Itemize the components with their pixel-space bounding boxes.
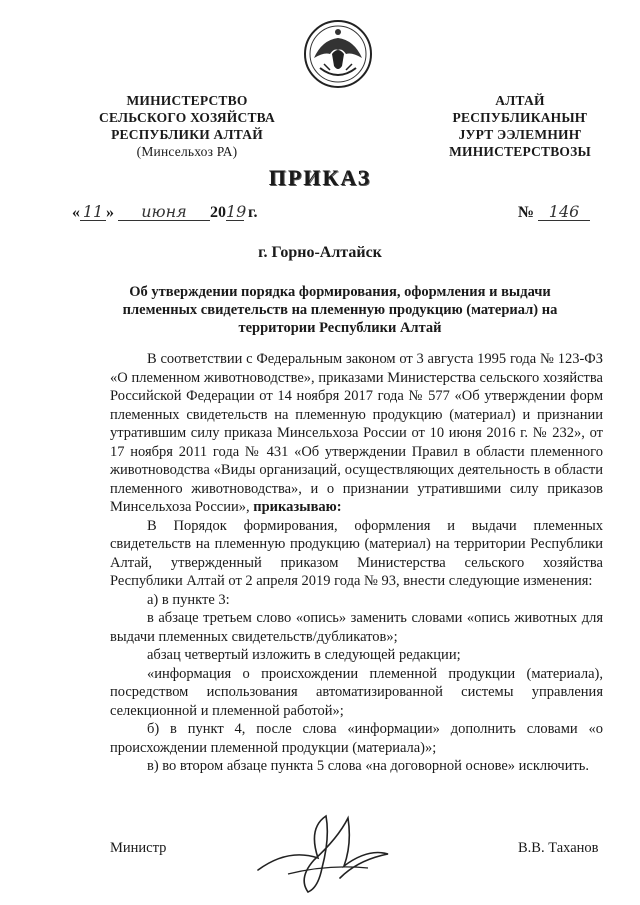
header-right-line: ЈУРТ ЭЭЛЕМНИҤ [458, 127, 582, 142]
signatory-name: В.В. Таханов [518, 840, 599, 856]
header-left-line: СЕЛЬСКОГО ХОЗЯЙСТВА [99, 110, 275, 125]
number-value: 146 [538, 203, 590, 221]
body-paragraph: а) в пункте 3: [147, 591, 230, 608]
date-suffix: г. [248, 204, 258, 221]
order-date [72, 203, 257, 222]
order-command: приказываю: [253, 499, 342, 515]
body-paragraph-text: В соответствии с Федеральным законом от 3 августа 1995 года № 123-ФЗ «О племенном животноводстве», приказами Министерства сельского хозяйства Российской Федерации от 14 ноября 2017 года № 577 «Об утверждении форм племенных свидетельств на племенную продукцию (материал) и признании утратившим силу приказа Минсельхоза России от 10 июня 2016 г. № 232», от 17 ноября 2011 года № 431 «Об утверждении Правил в области племенного животноводства «Виды организаций, осуществляющих деятельность в области племенного животноводства», и о признании утратившими силу приказов Минсельхоза России», [110, 351, 603, 515]
city: г. Горно-Алтайск [258, 244, 382, 261]
number-label: № [518, 204, 535, 221]
body-paragraph: «информация о происхождении племенной продукции (материала), посредством использования автоматизированной системы управления селекционной и племенной работой»; [110, 665, 603, 719]
header-right-line: МИНИСТЕРСТВОЗЫ [449, 144, 591, 159]
document-title: ПРИКАЗ [268, 165, 372, 190]
body-paragraph [110, 350, 603, 517]
body-paragraph: В Порядок формирования, оформления и выдачи племенных свидетельств на племенную продукцию (материал) на территории Республики Алтай, утвержденный приказом Министерства сельского хозяйства Республики Алтай от 2 апреля 2019 года № 93, внести следующие изменения: [110, 517, 603, 589]
date-year-suffix: 19 [226, 202, 247, 221]
header-left-line: РЕСПУБЛИКИ АЛТАЙ [111, 127, 263, 142]
ministry-header-russian [92, 92, 282, 160]
ministry-header-altai [420, 92, 620, 160]
date-open-quote: « [72, 204, 80, 221]
order-number [518, 203, 590, 222]
handwritten-signature [248, 808, 398, 898]
header-left-abbrev: (Минсельхоз РА) [136, 144, 238, 159]
header-right-line: РЕСПУБЛИКАНЫҤ [452, 110, 588, 125]
date-day: 11 [80, 203, 106, 221]
date-year-prefix: 20 [210, 204, 226, 221]
header-right-line: АЛТАЙ [495, 93, 545, 108]
republic-altai-emblem-icon [302, 18, 374, 90]
order-subject: Об утверждении порядка формирования, оформления и выдачи племенных свидетельств на племенную продукцию (материал) на территории Республики Алтай [122, 284, 558, 336]
body-paragraph: в) во втором абзаце пункта 5 слова «на договорной основе» исключить. [147, 758, 590, 774]
date-close-quote: » [106, 204, 114, 221]
date-month: июня [118, 203, 210, 221]
body-paragraph: в абзаце третьем слово «опись» заменить словами «опись животных для выдачи племенных свидетельств/дубликатов»; [110, 610, 603, 645]
body-paragraph: абзац четвертый изложить в следующей редакции; [147, 647, 461, 663]
header-left-line: МИНИСТЕРСТВО [126, 93, 248, 108]
signatory-position: Министр [110, 840, 167, 856]
order-body [110, 350, 603, 776]
body-paragraph: б) в пункт 4, после слова «информации» дополнить словами «о происхождении племенной продукции (материала)»; [110, 721, 603, 756]
